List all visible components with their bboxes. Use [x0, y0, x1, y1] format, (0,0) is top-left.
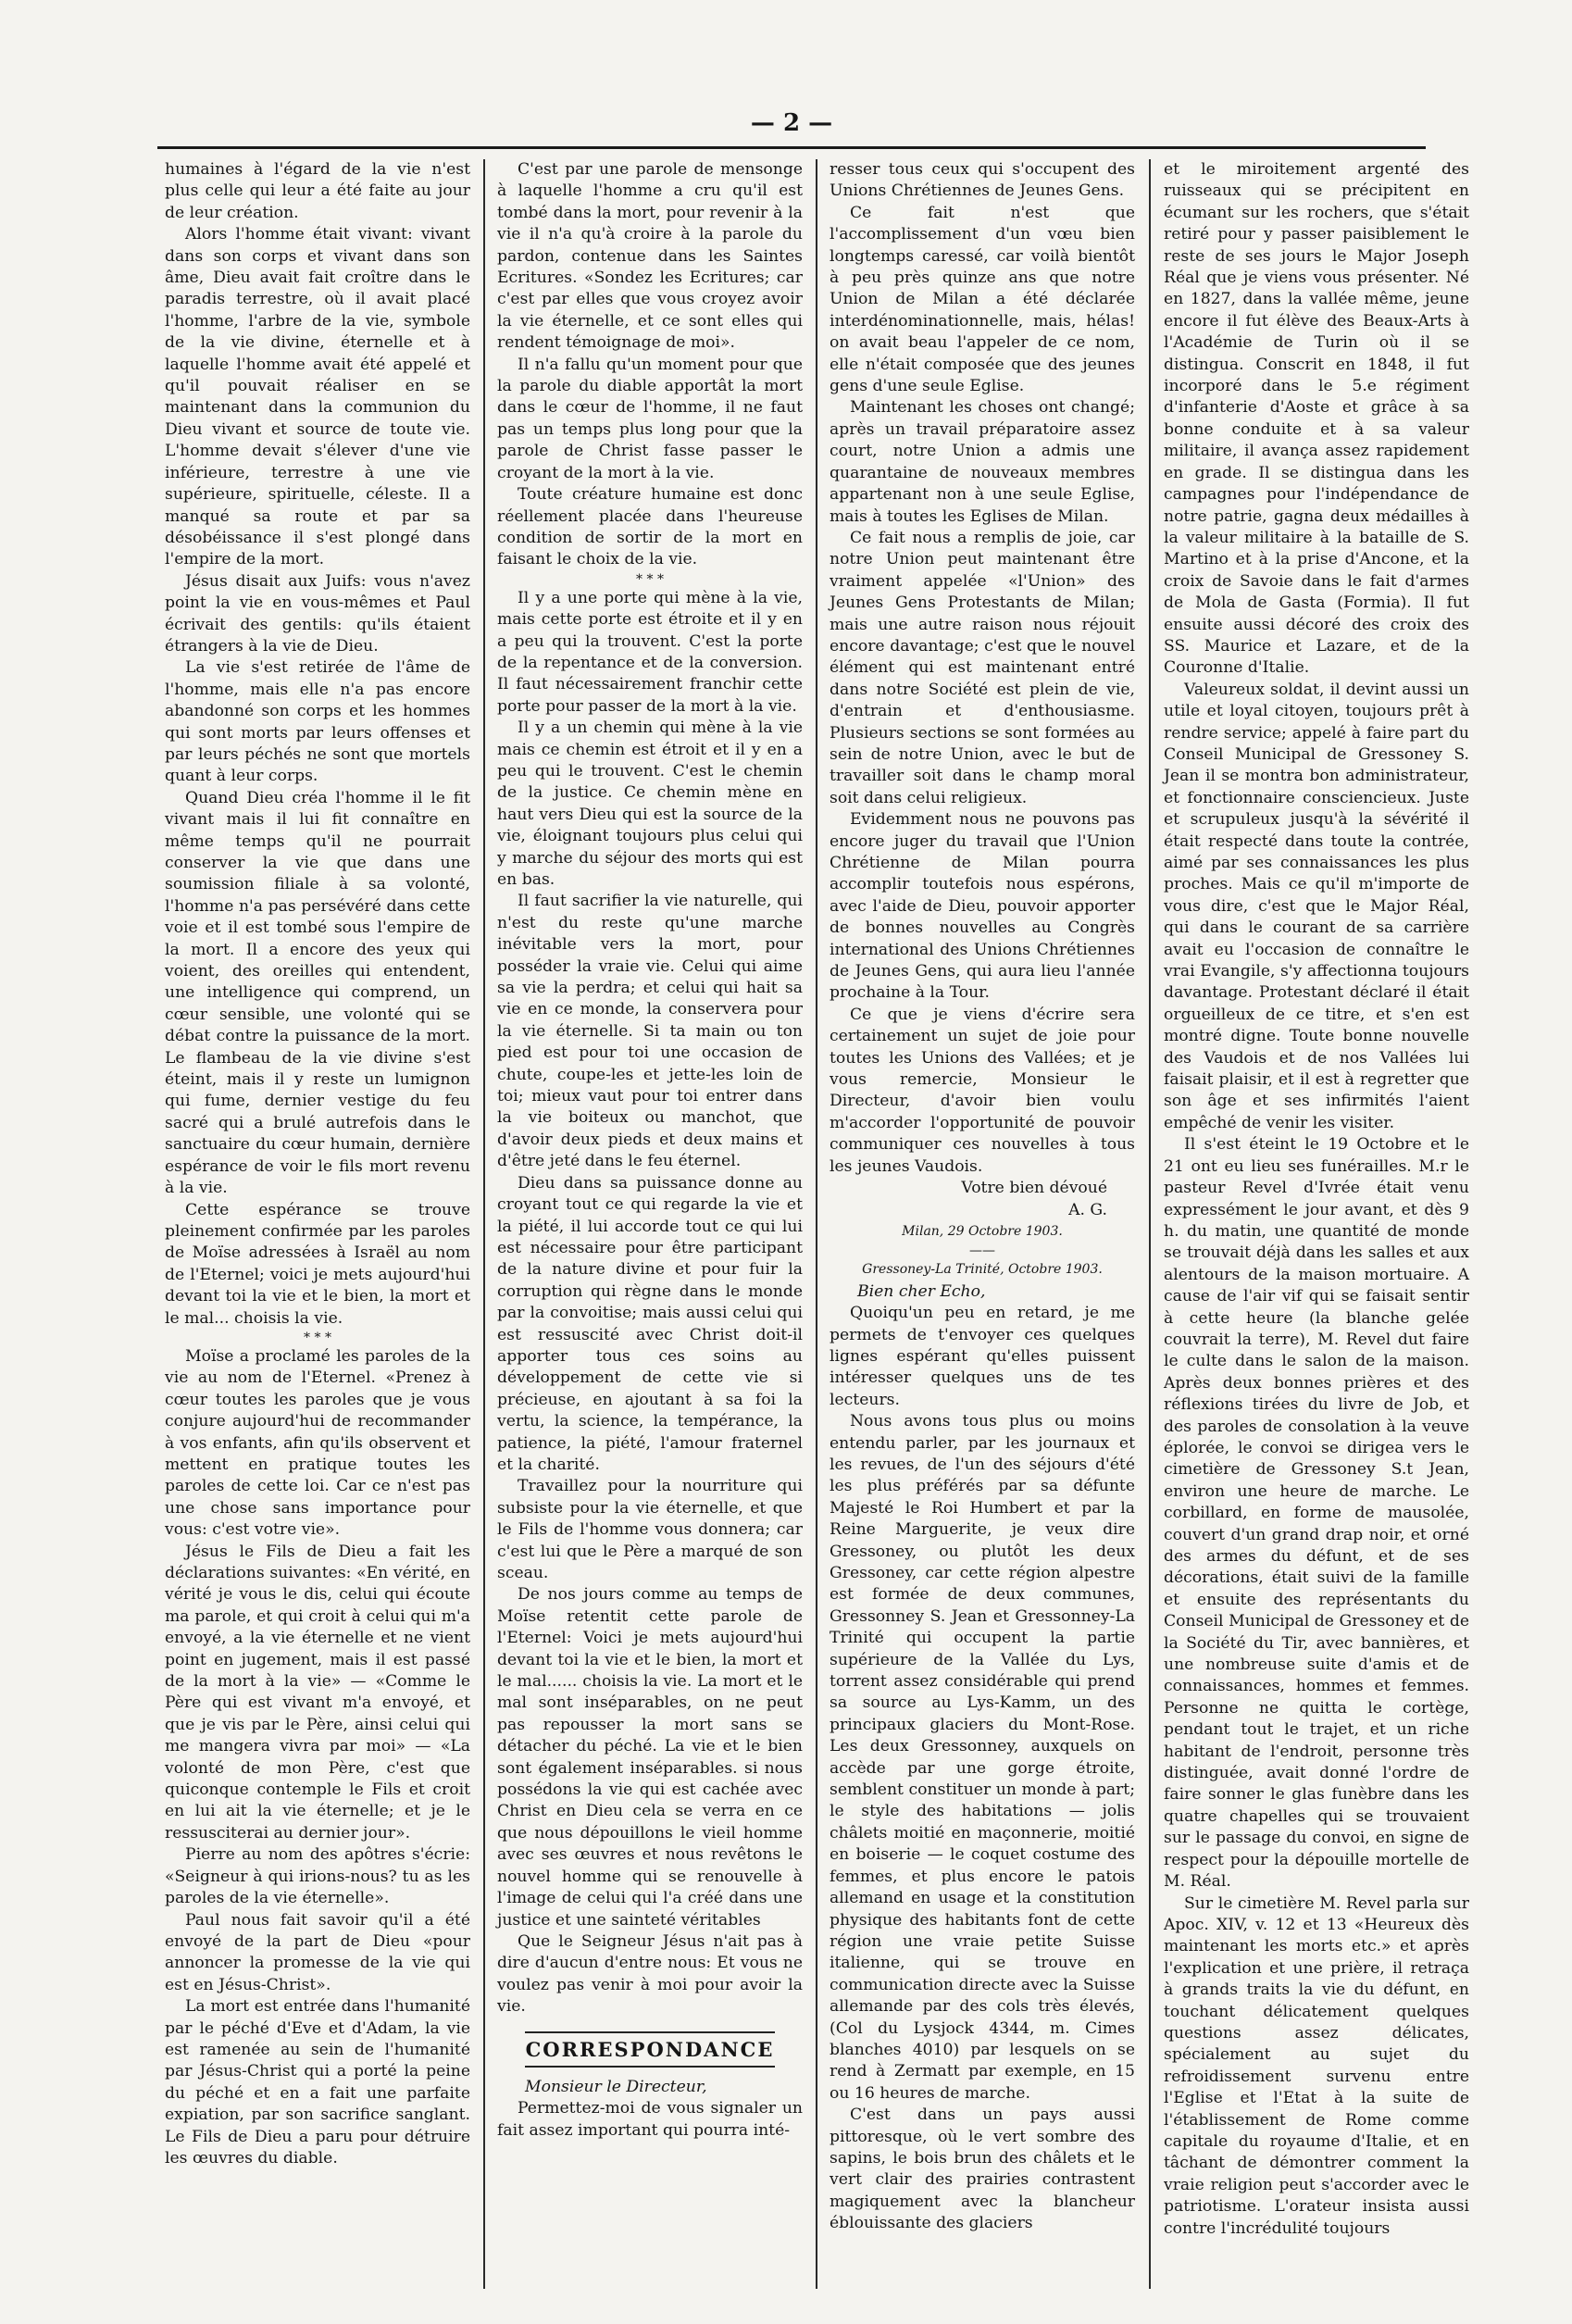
paragraph: Permettez-moi de vous signaler un fait assez important qui pourra inté- — [497, 2099, 803, 2140]
column-divider — [483, 159, 485, 2289]
paragraph: La mort est entrée dans l'humanité par le péché d'Eve et d'Adam, la vie est ramenée au sein de l'humanité par Jésus-Christ qui a porté la peine du péché et en a fait une parfaite expiation, par son sacrifice sanglant. Le Fils de Dieu a paru pour détruire les œuvres du diable. — [165, 1997, 470, 2168]
signature-initials: A. G. — [1068, 1200, 1107, 1219]
paragraph: Valeureux soldat, il devint aussi un utile et loyal citoyen, toujours prêt à rendre service; appelé à faire part du Conseil Municipal de Gressoney S. Jean il se montra bon administrateur, et fonctionnaire consciencieux. Juste et scrupuleux jusqu'à la sévérité il était respecté dans toute la contrée, aimé par ses connaissances les plus proches. Mais ce qu'il m'importe de vous dire, c'est que le Major Réal, qui dans le courant de sa carrière avait eu l'occasion de connaître le vrai Evangile, s'y affectionna toujours davantage. Protestant déclaré il était orgueilleux de ce titre, et s'en est montré digne. Toute bonne nouvelle des Vaudois et de nos Vallées lui faisait plaisir, et il est à regretter que son âge et ses infirmités l'aient empêché de venir les visiter. — [1164, 680, 1469, 1132]
column-2 — [497, 159, 803, 2289]
column-1 — [165, 159, 470, 2289]
section-stars: * * * — [304, 1330, 331, 1345]
section-stars: * * * — [636, 571, 664, 587]
salutation: Monsieur le Directeur, — [525, 2077, 707, 2096]
paragraph: Cette espérance se trouve pleinement confirmée par les paroles de Moïse adressées à Israël au nom de l'Eternel; voici je mets aujourd'hui devant toi la vie et le bien, la mort et le mal... choisis la vie. — [165, 1200, 470, 1328]
paragraph: Jésus disait aux Juifs: vous n'avez point la vie en vous-mêmes et Paul écrivait des gentils: qu'ils étaient étrangers à la vie de Dieu. — [165, 571, 470, 656]
paragraph: Nous avons tous plus ou moins entendu parler, par les journaux et les revues, de l'un des séjours d'été les plus préférés par sa défunte Majesté le Roi Humbert et par la Reine Marguerite, je veux dire Gressoney, ou plutôt les deux Gressoney, car cette région alpestre est formée de deux communes, Gressonney S. Jean et Gressonney-La Trinité qui occupent la partie supérieure de la Vallée du Lys, torrent assez considérable qui prend sa source au Lys-Kamm, un des principaux glaciers du Mont-Rose. Les deux Gressonney, auxquels on accède par une gorge étroite, semblent constituer un monde à part; le style des habitations — jolis châlets moitié en maçonnerie, moitié en boiserie — le coquet costume des femmes, et plus encore le patois allemand en usage et la constitution physique des habitants font de cette région une vraie petite Suisse italienne, qui se trouve en communication directe avec la Suisse allemande par des cols très élevés, (Col du Lysjock 4344, m. Cimes blanches 4010) par lesquels on se rend à Zermatt par exemple, en 15 ou 16 heures de marche. — [830, 1412, 1135, 2103]
dateline: Gressoney-La Trinité, Octobre 1903. — [862, 1262, 1103, 1278]
paragraph: resser tous ceux qui s'occupent des Unions Chrétiennes de Jeunes Gens. — [830, 160, 1135, 201]
section-heading: CORRESPONDANCE — [525, 2031, 775, 2068]
paragraph: Ce que je viens d'écrire sera certainement un sujet de joie pour toutes les Unions des Vallées; et je vous remercie, Monsieur le Directeur, d'avoir bien voulu m'accorder l'opportunité de pouvoir communiquer ces nouvelles à tous les jeunes Vaudois. — [830, 1005, 1135, 1176]
header-rule — [157, 146, 1426, 149]
paragraph: Il y a un chemin qui mène à la vie mais ce chemin est étroit et il y en a peu qui le trouvent. C'est le chemin de la justice. Ce chemin mène en haut vers Dieu qui est la source de la vie, éloignant toujours plus celui qui y marche du séjour des morts qui est en bas. — [497, 718, 803, 889]
paragraph: Paul nous fait savoir qu'il a été envoyé de la part de Dieu «pour annoncer la promesse de la vie qui est en Jésus-Christ». — [165, 1910, 470, 1994]
paragraph: Il faut sacrifier la vie naturelle, qui n'est du reste qu'une marche inévitable vers la mort, pour posséder la vraie vie. Celui qui aime sa vie la perdra; et celui qui hait sa vie en ce monde, la conservera pour la vie éternelle. Si ta main ou ton pied est pour toi une occasion de chute, coupe-les et jette-les loin de toi; mieux vaut pour toi entrer dans la vie boiteux ou manchot, que d'avoir deux pieds et deux mains et d'être jeté dans le feu éternel. — [497, 892, 803, 1171]
column-divider — [816, 159, 817, 2289]
paragraph: De nos jours comme au temps de Moïse retentit cette parole de l'Eternel: Voici je mets aujourd'hui devant toi la vie et le bien, la mort et le mal...... choisis la vie. La mort et le mal sont inséparables, on ne peut pas repousser la mort sans se détacher du péché. La vie et le bien sont également inséparables. si nous possédons la vie qui est cachée avec Christ en Dieu cela se verra en ce que nous dépouillons le vieil homme avec ses œuvres et nous revêtons le nouvel homme qui se renouvelle à l'image de celui qui l'a créé dans une justice et une sainteté véritables — [497, 1585, 803, 1930]
column-4 — [1164, 159, 1469, 2289]
paragraph: Il n'a fallu qu'un moment pour que la parole du diable apportât la mort dans le cœur de l'homme, il ne faut pas un temps plus long pour que la parole de Christ fasse passer le croyant de la mort à la vie. — [497, 355, 803, 482]
paragraph: Travaillez pour la nourriture qui subsiste pour la vie éternelle, et que le Fils de l'homme vous donnera; car c'est lui que le Père a marqué de son sceau. — [497, 1477, 803, 1582]
column-3 — [830, 159, 1135, 2289]
salutation: Bien cher Echo, — [857, 1281, 986, 1301]
closing: Votre bien dévoué — [961, 1179, 1107, 1198]
paragraph: Alors l'homme était vivant: vivant dans son corps et vivant dans son âme, Dieu avait fait croître dans le paradis terrestre, où il avait placé l'homme, l'arbre de la vie, symbole de la vie divine, éternelle et à laquelle l'homme avait été appelé et qu'il pouvait réaliser en se maintenant dans la communion du Dieu vivant et source de toute vie. L'homme devait s'élever d'une vie inférieure, terrestre à une vie supérieure, spirituelle, céleste. Il a manqué sa route et par sa désobéissance il s'est plongé dans l'empire de la mort. — [165, 225, 470, 569]
paragraph: et le miroitement argenté des ruisseaux qui se précipitent en écumant sur les rochers, que s'était retiré pour y passer paisiblement le reste de ses jours le Major Joseph Réal que je viens vous présenter. Né en 1827, dans la vallée même, jeune encore il fut élève des Beaux-Arts à l'Académie de Turin où il se distingua. Conscrit en 1848, il fut incorporé dans le 5.e régiment d'infanterie d'Aoste et grâce à sa bonne conduite et à sa valeur militaire, il avança assez rapidement en grade. Il se distingua dans les campagnes pour l'indépendance de notre patrie, gagna deux médailles à la valeur militaire à la bataille de S. Martino et à la prise d'Ancone, et la croix de Savoie dans le fait d'armes de Mola de Gasta (Formia). Il fut ensuite aussi décoré des croix des SS. Maurice et Lazare, et de la Couronne d'Italie. — [1164, 160, 1469, 678]
paragraph: C'est par une parole de mensonge à laquelle l'homme a cru qu'il est tombé dans la mort, pour revenir à la vie il n'a qu'à croire à la parole du pardon, contenue dans les Saintes Ecritures. «Sondez les Ecritures; car c'est par elles que vous croyez avoir la vie éternelle, et ce sont elles qui rendent témoignage de moi». — [497, 160, 803, 353]
paragraph: Quand Dieu créa l'homme il le fit vivant mais il lui fit connaître en même temps qu'il ne pourrait conserver la vie que dans une soumission filiale à sa volonté, l'homme n'a pas persévéré dans cette voie et il est tombé sous l'empire de la mort. Il a encore des yeux qui voient, des oreilles qui entendent, une intelligence qui comprend, un cœur sensible, une volonté qui se débat contre la puissance de la mort. Le flambeau de la vie divine s'est éteint, mais il y reste un lumignon qui fume, dernier vestige du feu sacré qui a brulé autrefois dans le sanctuaire du cœur humain, dernière espérance de voir le fils mort revenu à la vie. — [165, 788, 470, 1198]
dateline: Milan, 29 Octobre 1903. — [902, 1223, 1063, 1239]
paragraph: Dieu dans sa puissance donne au croyant tout ce qui regarde la vie et la piété, il lui accorde tout ce qui lui est nécessaire pour être participant de la nature divine et pour fuir la corruption qui règne dans le monde par la convoitise; mais aussi celui qui est ressuscité avec Christ doit-il apporter tous ces soins au développement de cette vie si précieuse, en ajoutant à sa foi la vertu, la science, la tempérance, la patience, la piété, l'amour fraternel et la charité. — [497, 1173, 803, 1474]
paragraph: Moïse a proclamé les paroles de la vie au nom de l'Eternel. «Prenez à cœur toutes les paroles que je vous conjure aujourd'hui de recommander à vos enfants, afin qu'ils observent et mettent en pratique toutes les paroles de cette loi. Car ce n'est pas une chose sans importance pour vous: c'est votre vie». — [165, 1346, 470, 1540]
paragraph: La vie s'est retirée de l'âme de l'homme, mais elle n'a pas encore abandonné son corps et les hommes qui sont morts par leurs offenses et par leurs péchés ne sont que mortels quant à leur corps. — [165, 658, 470, 786]
paragraph: Evidemment nous ne pouvons pas encore juger du travail que l'Union Chrétienne de Milan pourra accomplir toutefois nous espérons, avec l'aide de Dieu, pouvoir apporter de bonnes nouvelles au Congrès international des Unions Chrétiennes de Jeunes Gens, qui aura lieu l'année prochaine à la Tour. — [830, 810, 1135, 1003]
column-divider — [1149, 159, 1151, 2289]
page-number: — 2 — — [750, 109, 833, 137]
paragraph: Jésus le Fils de Dieu a fait les déclarations suivantes: «En vérité, en vérité je vous le dis, celui qui écoute ma parole, et qui croit à celui qui m'a envoyé, a la vie éternelle et ne vient point en jugement, mais il est passé de la mort à la vie» — «Comme le Père qui est vivant m'a envoyé, et que je vis par le Père, ainsi celui qui me mangera vivra par moi» — «La volonté de mon Père, c'est que quiconque contemple le Fils et croit en lui ait la vie éternelle; et je le ressusciterai au dernier jour». — [165, 1542, 470, 1843]
paragraph: Maintenant les choses ont changé; après un travail préparatoire assez court, notre Union a admis une quarantaine de nouveaux membres appartenant non à une seule Eglise, mais à toutes les Eglises de Milan. — [830, 398, 1135, 526]
paragraph: Quoiqu'un peu en retard, je me permets de t'envoyer ces quelques lignes espérant qu'elles puissent intéresser quelques uns de tes lecteurs. — [830, 1304, 1135, 1409]
separator: —— — [969, 1243, 995, 1259]
paragraph: Il s'est éteint le 19 Octobre et le 21 ont eu lieu ses funérailles. M.r le pasteur Revel d'Ivrée était venu expressément le jour avant, et dès 9 h. du matin, une quantité de monde se trouvait déjà dans les salles et aux alentours de la maison mortuaire. A cause de l'air vif qui se faisait sentir à cette heure (la blanche gelée couvrait la terre), M. Revel dut faire le culte dans le salon de la maison. Après deux bonnes prières et des réflexions tirées du livre de Job, et des paroles de consolation à la veuve éplorée, le convoi se dirigea vers le cimetière de Gressoney S.t Jean, environ une heure de marche. Le corbillard, en forme de mausolée, couvert d'un grand drap noir, et orné des armes du défunt, et de ses décorations, était suivi de la famille et ensuite des représentants du Conseil Municipal de Gressoney et de la Société du Tir, avec bannières, et une nombreuse suite d'amis et de connaissances, hommes et femmes. Personne ne quitta le cortège, pendant tout le trajet, et un riche habitant de l'endroit, personne très distinguée, avait donné l'ordre de faire sonner le glas funèbre dans les quatre chapelles qui se trouvaient sur le passage du convoi, en signe de respect pour la dépouille mortelle de M. Réal. — [1164, 1135, 1469, 1892]
paragraph: Sur le cimetière M. Revel parla sur Apoc. XIV, v. 12 et 13 «Heureux dès maintenant les morts etc.» et après l'explication et une prière, il retraça à grands traits la vie du défunt, en touchant délicatement quelques questions assez délicates, spécialement au sujet du refroidissement survenu entre l'Eglise et l'Etat à la suite de l'établissement de Rome comme capitale du royaume d'Italie, et en tâchant de démontrer comment la vraie religion peut s'accorder avec le patriotisme. L'orateur insista aussi contre l'incrédulité toujours — [1164, 1893, 1469, 2238]
paragraph: Ce fait nous a remplis de joie, car notre Union peut maintenant être vraiment appelée «l'Union» des Jeunes Gens Protestants de Milan; mais une autre raison nous réjouit encore davantage; c'est que le nouvel élément qui est maintenant entré dans notre Société est plein de vie, d'entrain et d'enthousiasme. Plusieurs sections se sont formées au sein de notre Union, avec le but de travailler soit dans le champ moral soit dans celui religieux. — [830, 528, 1135, 807]
paragraph: Toute créature humaine est donc réellement placée dans l'heureuse condition de sortir de la mort en faisant le choix de la vie. — [497, 485, 803, 569]
paragraph: Ce fait n'est que l'accomplissement d'un vœu bien longtemps caressé, car voilà bientôt à peu près quinze ans que notre Union de Milan a été déclarée interdénominationnelle, mais, hélas! on avait beau l'appeler de ce nom, elle n'était composée que des jeunes gens d'une seule Eglise. — [830, 203, 1135, 396]
paragraph: humaines à l'égard de la vie n'est plus celle qui leur a été faite au jour de leur création. — [165, 160, 470, 222]
paragraph: Que le Seigneur Jésus n'ait pas à dire d'aucun d'entre nous: Et vous ne voulez pas venir à moi pour avoir la vie. — [497, 1931, 803, 2017]
paragraph: Il y a une porte qui mène à la vie, mais cette porte est étroite et il y en a peu qui la trouvent. C'est la porte de la repentance et de la conversion. Il faut nécessairement franchir cette porte pour passer de la mort à la vie. — [497, 588, 803, 716]
paragraph: Pierre au nom des apôtres s'écrie: «Seigneur à qui irions-nous? tu as les paroles de la vie éternelle». — [165, 1845, 470, 1908]
paragraph: C'est dans un pays aussi pittoresque, où le vert sombre des sapins, le bois brun des châlets et le vert clair des prairies contrastent magiquement avec la blancheur éblouissante des glaciers — [830, 2105, 1135, 2233]
